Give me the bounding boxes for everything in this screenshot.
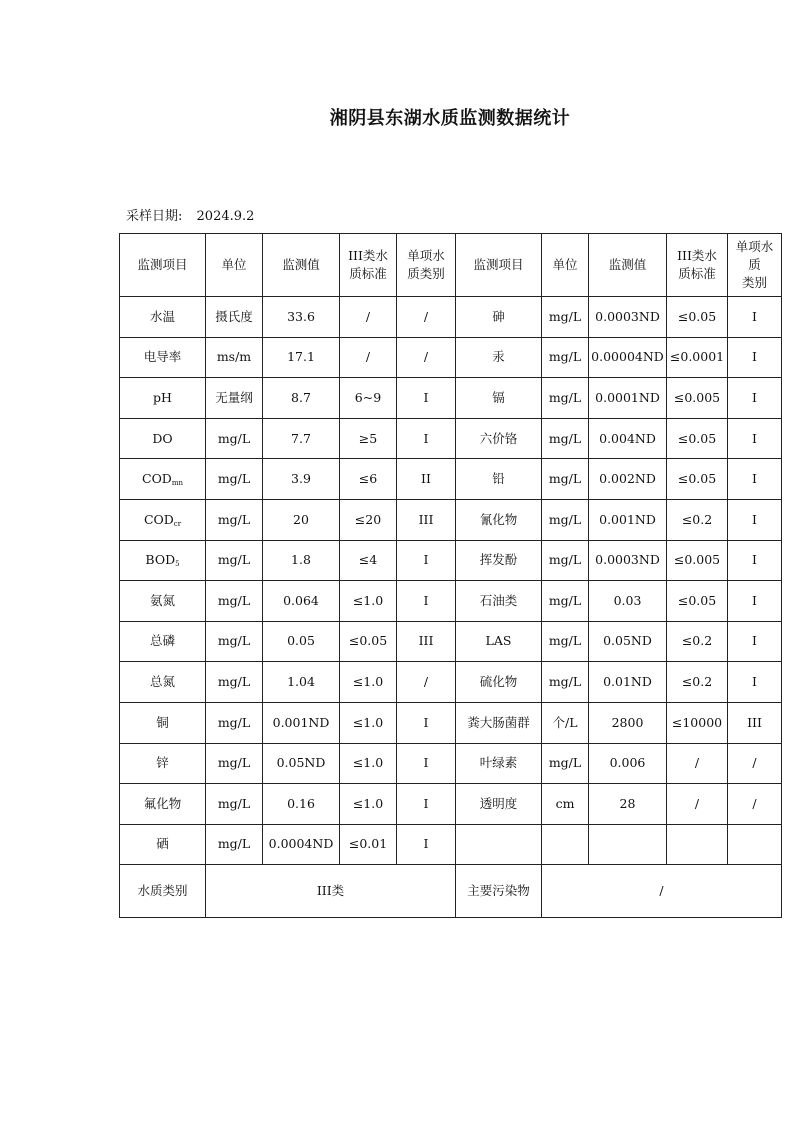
right-category-cell: I [728, 621, 782, 662]
left-standard-cell: 6~9 [340, 378, 397, 419]
right-item-cell: 镉 [456, 378, 542, 419]
right-item-cell: LAS [456, 621, 542, 662]
right-value-cell: 0.001ND [589, 499, 667, 540]
table-row [120, 824, 782, 865]
right-unit-cell: mg/L [542, 662, 589, 703]
left-category-cell: III [397, 499, 456, 540]
left-standard-cell: / [340, 337, 397, 378]
left-category-cell: / [397, 662, 456, 703]
right-unit-cell: mg/L [542, 459, 589, 500]
right-standard-cell: ≤0.2 [667, 621, 728, 662]
left-standard-cell: ≤4 [340, 540, 397, 581]
header-standard [340, 234, 397, 297]
right-value-cell: 28 [589, 784, 667, 825]
left-item-subscript: cr [173, 519, 182, 528]
right-category-cell: I [728, 418, 782, 459]
table-row [120, 337, 782, 378]
left-category-cell: I [397, 784, 456, 825]
left-value-cell: 0.05 [263, 621, 340, 662]
left-unit-cell: ms/m [206, 337, 263, 378]
summary-row [120, 865, 782, 918]
right-standard-cell: ≤0.05 [667, 418, 728, 459]
header-standard-right-line2: 质标准 [678, 266, 716, 281]
right-category-cell: I [728, 662, 782, 703]
left-category-cell: I [397, 581, 456, 622]
header-item-right: 监测项目 [456, 234, 542, 297]
right-value-cell: 2800 [589, 702, 667, 743]
right-category-cell: III [728, 702, 782, 743]
header-standard-right [667, 234, 728, 297]
left-category-cell: I [397, 378, 456, 419]
left-item-subscript: mn [171, 479, 183, 488]
table-row [120, 297, 782, 338]
left-category-cell: I [397, 702, 456, 743]
left-standard-cell: ≤0.05 [340, 621, 397, 662]
right-unit-cell: mg/L [542, 378, 589, 419]
right-value-cell: 0.03 [589, 581, 667, 622]
sample-date-line [126, 205, 254, 224]
right-standard-cell: ≤0.05 [667, 581, 728, 622]
left-item-cell: pH [120, 378, 206, 419]
left-unit-cell: mg/L [206, 702, 263, 743]
table-row [120, 743, 782, 784]
left-value-cell: 1.8 [263, 540, 340, 581]
right-item-cell: 硫化物 [456, 662, 542, 703]
table-header-row [120, 234, 782, 297]
right-value-cell: 0.0003ND [589, 297, 667, 338]
left-item-text: COD [143, 511, 174, 527]
right-category-cell: / [728, 743, 782, 784]
left-item-cell: 总氮 [120, 662, 206, 703]
left-category-cell: I [397, 743, 456, 784]
left-unit-cell: mg/L [206, 662, 263, 703]
right-item-cell: 六价铬 [456, 418, 542, 459]
header-item: 监测项目 [120, 234, 206, 297]
left-standard-cell: ≤1.0 [340, 743, 397, 784]
right-item-cell: 挥发酚 [456, 540, 542, 581]
right-standard-cell: ≤0.005 [667, 540, 728, 581]
left-value-cell: 8.7 [263, 378, 340, 419]
sample-date-value: 2024.9.2 [196, 209, 255, 224]
left-value-cell: 0.16 [263, 784, 340, 825]
header-value-right: 监测值 [589, 234, 667, 297]
left-standard-cell: ≤1.0 [340, 702, 397, 743]
left-value-cell: 17.1 [263, 337, 340, 378]
table-row [120, 418, 782, 459]
left-unit-cell: mg/L [206, 743, 263, 784]
left-unit-cell: mg/L [206, 459, 263, 500]
right-standard-cell: ≤10000 [667, 702, 728, 743]
left-standard-cell: ≤1.0 [340, 662, 397, 703]
header-unit-right: 单位 [542, 234, 589, 297]
right-category-cell: I [728, 581, 782, 622]
right-standard-cell: ≤0.05 [667, 459, 728, 500]
right-category-cell: I [728, 297, 782, 338]
main-pollutant-value: / [542, 865, 782, 918]
right-item-cell: 汞 [456, 337, 542, 378]
water-class-label: 水质类别 [120, 865, 206, 918]
table-row [120, 499, 782, 540]
right-item-cell: 铅 [456, 459, 542, 500]
table-row [120, 540, 782, 581]
left-item-cell [120, 540, 206, 581]
right-unit-cell: mg/L [542, 297, 589, 338]
right-unit-cell: mg/L [542, 581, 589, 622]
right-standard-cell: ≤0.05 [667, 297, 728, 338]
left-item-text: BOD [145, 552, 176, 568]
right-standard-cell [667, 824, 728, 865]
right-unit-cell: 个/L [542, 702, 589, 743]
left-unit-cell: mg/L [206, 824, 263, 865]
left-standard-cell: ≤6 [340, 459, 397, 500]
header-category-right-line1: 单项水质 [735, 238, 774, 272]
header-standard-line2: 质标准 [349, 266, 387, 281]
right-unit-cell: mg/L [542, 499, 589, 540]
table-row [120, 378, 782, 419]
table-row [120, 621, 782, 662]
right-item-cell: 石油类 [456, 581, 542, 622]
left-item-cell: 铜 [120, 702, 206, 743]
main-pollutant-label: 主要污染物 [456, 865, 542, 918]
right-value-cell: 0.006 [589, 743, 667, 784]
right-item-cell: 透明度 [456, 784, 542, 825]
right-unit-cell: mg/L [542, 621, 589, 662]
right-value-cell: 0.0001ND [589, 378, 667, 419]
right-unit-cell: mg/L [542, 743, 589, 784]
left-category-cell: / [397, 337, 456, 378]
page-title: 湘阴县东湖水质监测数据统计 [329, 108, 571, 129]
right-item-cell [456, 824, 542, 865]
left-standard-cell: ≤20 [340, 499, 397, 540]
left-unit-cell: 无量纲 [206, 378, 263, 419]
left-standard-cell: ≤1.0 [340, 784, 397, 825]
table-row [120, 702, 782, 743]
left-unit-cell: mg/L [206, 418, 263, 459]
header-standard-right-line1: III类水 [677, 247, 717, 263]
right-standard-cell: / [667, 784, 728, 825]
header-unit: 单位 [206, 234, 263, 297]
left-item-cell: 电导率 [120, 337, 206, 378]
left-item-text: COD [142, 471, 172, 487]
table-row [120, 784, 782, 825]
left-value-cell: 1.04 [263, 662, 340, 703]
left-standard-cell: ≤0.01 [340, 824, 397, 865]
right-category-cell: / [728, 784, 782, 825]
left-unit-cell: mg/L [206, 499, 263, 540]
right-category-cell: I [728, 459, 782, 500]
right-standard-cell: ≤0.0001 [667, 337, 728, 378]
left-category-cell: / [397, 297, 456, 338]
table-row [120, 459, 782, 500]
right-category-cell: I [728, 378, 782, 419]
header-category-line2: 质类别 [407, 266, 445, 281]
right-category-cell: I [728, 499, 782, 540]
right-item-cell: 砷 [456, 297, 542, 338]
header-standard-line1: III类水 [348, 247, 388, 263]
left-value-cell: 20 [263, 499, 340, 540]
left-category-cell: II [397, 459, 456, 500]
water-class-value: III类 [206, 865, 456, 918]
right-standard-cell: ≤0.2 [667, 662, 728, 703]
left-category-cell: III [397, 621, 456, 662]
left-item-cell [120, 499, 206, 540]
right-item-cell: 叶绿素 [456, 743, 542, 784]
left-standard-cell: ≤1.0 [340, 581, 397, 622]
water-quality-table [119, 233, 782, 918]
right-value-cell: 0.05ND [589, 621, 667, 662]
right-unit-cell: mg/L [542, 418, 589, 459]
right-value-cell: 0.002ND [589, 459, 667, 500]
right-category-cell [728, 824, 782, 865]
right-value-cell: 0.004ND [589, 418, 667, 459]
left-category-cell: I [397, 418, 456, 459]
left-value-cell: 0.05ND [263, 743, 340, 784]
left-unit-cell: mg/L [206, 784, 263, 825]
right-value-cell: 0.01ND [589, 662, 667, 703]
right-item-cell: 氰化物 [456, 499, 542, 540]
left-item-cell: 硒 [120, 824, 206, 865]
left-value-cell: 0.064 [263, 581, 340, 622]
sample-date-label: 采样日期: [126, 209, 183, 224]
right-unit-cell: cm [542, 784, 589, 825]
left-item-cell: 氨氮 [120, 581, 206, 622]
left-standard-cell: ≥5 [340, 418, 397, 459]
right-standard-cell: ≤0.2 [667, 499, 728, 540]
left-item-cell: 总磷 [120, 621, 206, 662]
left-standard-cell: / [340, 297, 397, 338]
header-category-right [728, 234, 782, 297]
right-standard-cell: ≤0.005 [667, 378, 728, 419]
left-value-cell: 33.6 [263, 297, 340, 338]
left-item-cell: DO [120, 418, 206, 459]
header-category-right-line2: 类别 [741, 275, 767, 291]
left-item-cell: 锌 [120, 743, 206, 784]
right-category-cell: I [728, 540, 782, 581]
right-unit-cell: mg/L [542, 540, 589, 581]
left-value-cell: 7.7 [263, 418, 340, 459]
right-standard-cell: / [667, 743, 728, 784]
left-item-cell: 水温 [120, 297, 206, 338]
left-category-cell: I [397, 540, 456, 581]
right-value-cell: 0.00004ND [589, 337, 667, 378]
left-value-cell: 3.9 [263, 459, 340, 500]
right-item-cell: 粪大肠菌群 [456, 702, 542, 743]
left-item-cell: 氟化物 [120, 784, 206, 825]
right-value-cell [589, 824, 667, 865]
right-category-cell: I [728, 337, 782, 378]
table-row [120, 662, 782, 703]
header-value: 监测值 [263, 234, 340, 297]
table-row [120, 581, 782, 622]
left-unit-cell: mg/L [206, 581, 263, 622]
header-category-line1: 单项水 [407, 247, 445, 263]
header-category [397, 234, 456, 297]
right-value-cell: 0.0003ND [589, 540, 667, 581]
left-unit-cell: 摄氏度 [206, 297, 263, 338]
left-item-cell [120, 459, 206, 500]
left-category-cell: I [397, 824, 456, 865]
left-value-cell: 0.001ND [263, 702, 340, 743]
left-unit-cell: mg/L [206, 621, 263, 662]
left-item-subscript: 5 [175, 560, 180, 569]
right-unit-cell [542, 824, 589, 865]
right-unit-cell: mg/L [542, 337, 589, 378]
left-value-cell: 0.0004ND [263, 824, 340, 865]
left-unit-cell: mg/L [206, 540, 263, 581]
